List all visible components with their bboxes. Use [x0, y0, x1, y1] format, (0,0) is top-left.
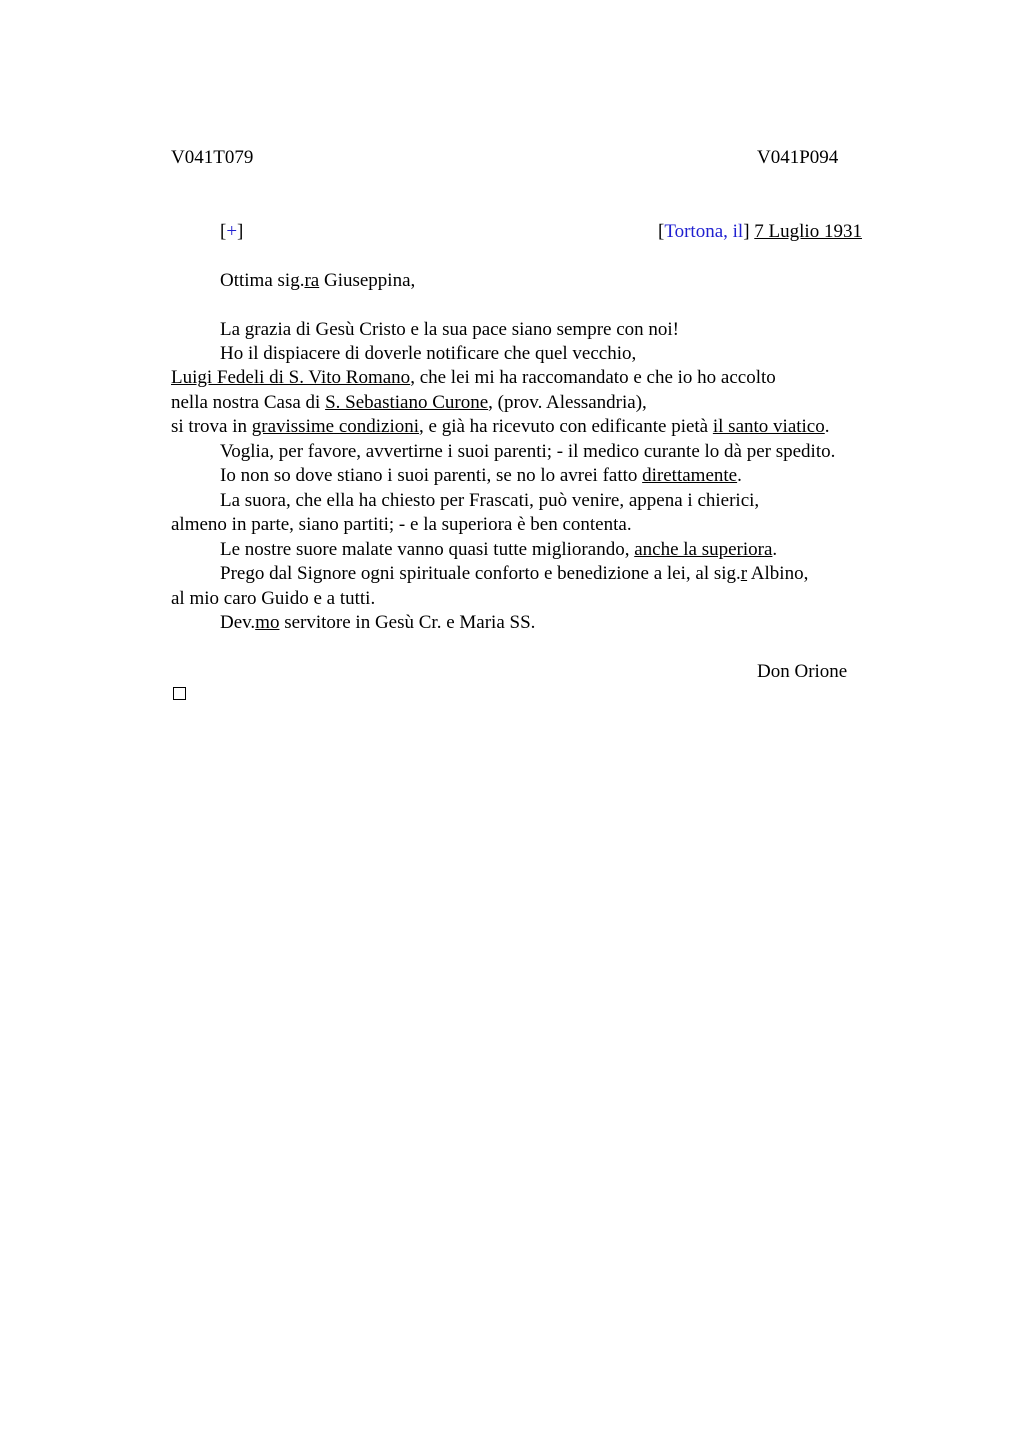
text-run: Albino, [747, 563, 809, 584]
body-line-7 [220, 464, 742, 488]
underlined-place: S. Sebastiano Curone [325, 392, 489, 413]
text-run: . [772, 539, 778, 560]
body-line-3 [171, 366, 776, 390]
text-run: nella nostra Casa di [171, 392, 326, 413]
body-line-5 [171, 415, 830, 439]
body-line-1: La grazia di Gesù Cristo e la sua pace siano sempre con noi! [220, 319, 680, 340]
salutation-abbr: ra [304, 270, 320, 291]
text-run: Prego dal Signore ogni spirituale conforto e benedizione a lei, al sig. [220, 563, 741, 584]
underlined-text: direttamente [642, 465, 738, 486]
right-code: V041P094 [757, 147, 839, 168]
dateline-date: 7 Luglio 1931 [754, 221, 862, 242]
text-run: si trova in [171, 416, 252, 437]
bracket-close: ] [237, 221, 244, 242]
dateline-place: Tortona, il [664, 221, 744, 242]
text-run: , che lei mi ha raccomandato e che io ho accolto [410, 367, 776, 388]
body-line-4 [171, 391, 647, 415]
signature: Don Orione [757, 661, 848, 682]
text-run: Io non so dove stiano i suoi parenti, se no lo avrei fatto [220, 465, 643, 486]
text-run: Dev. [220, 612, 256, 633]
underlined-text: anche la superiora [634, 539, 773, 560]
text-run: , e già ha ricevuto con edificante pietà [419, 416, 713, 437]
underlined-text: il santo viatico [712, 416, 825, 437]
underlined-text: r [740, 563, 748, 584]
salutation-post: Giuseppina, [319, 270, 416, 291]
bracket-open: [ [220, 221, 227, 242]
text-run: . [737, 465, 742, 486]
text-run: . [824, 416, 830, 437]
text-run: servitore in Gesù Cr. e Maria SS. [279, 612, 536, 633]
body-line-11 [220, 562, 808, 586]
empty-square-icon [173, 687, 186, 700]
body-line-2: Ho il dispiacere di doverle notificare che quel vecchio, [220, 343, 637, 364]
body-line-9: almeno in parte, siano partiti; - e la superiora è ben contenta. [171, 514, 632, 535]
text-run: , (prov. Alessandria), [488, 392, 647, 413]
salutation-pre: Ottima sig. [220, 270, 305, 291]
left-code: V041T079 [171, 147, 254, 168]
body-line-10 [220, 538, 777, 562]
body-line-13 [220, 611, 535, 635]
bracket-open: [ [658, 221, 665, 242]
body-line-12: al mio caro Guido e a tutti. [171, 588, 376, 609]
underlined-text: mo [255, 612, 280, 633]
dateline [658, 220, 862, 244]
bracket-close: ] [743, 221, 750, 242]
body-line-6: Voglia, per favore, avvertirne i suoi parenti; - il medico curante lo dà per spedito. [220, 441, 836, 462]
cross-mark [220, 220, 243, 244]
underlined-name: Luigi Fedeli di S. Vito Romano [171, 367, 411, 388]
salutation [220, 269, 415, 293]
cross-symbol: + [226, 221, 238, 242]
underlined-text: gravissime condizioni [251, 416, 420, 437]
body-line-8: La suora, che ella ha chiesto per Frascati, può venire, appena i chierici, [220, 490, 760, 511]
text-run: Le nostre suore malate vanno quasi tutte migliorando, [220, 539, 635, 560]
